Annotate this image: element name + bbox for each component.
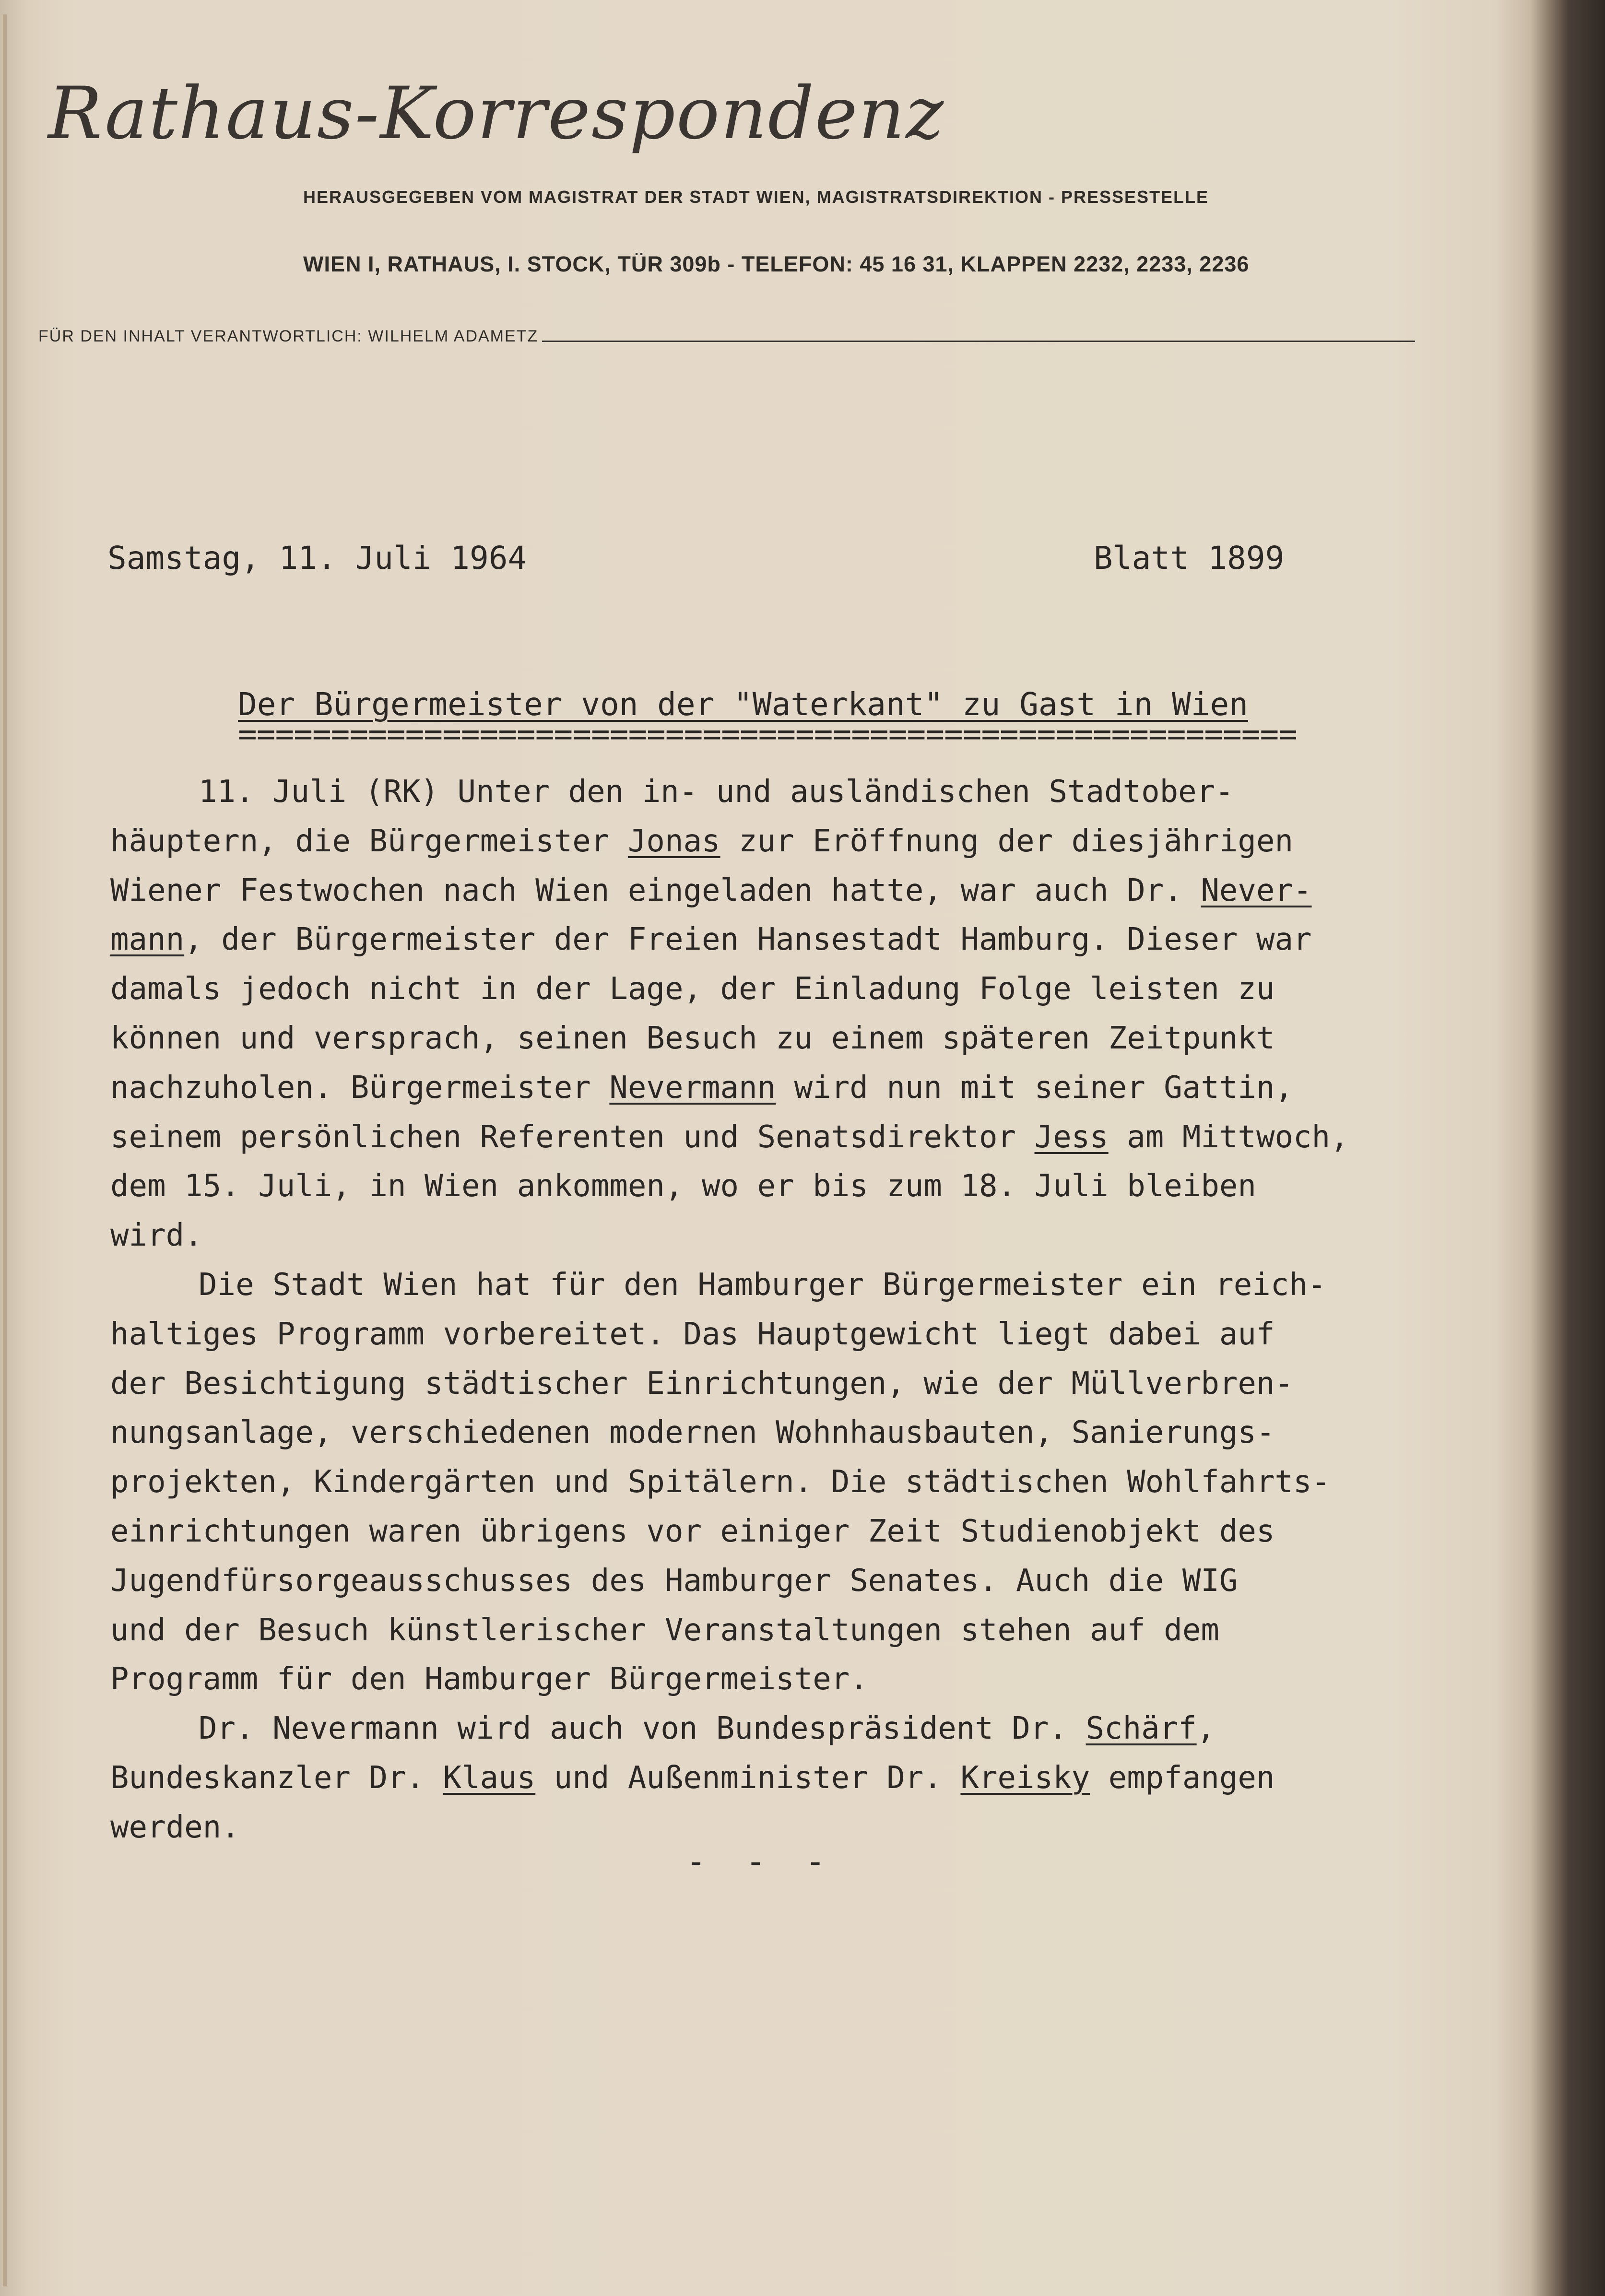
- body-line: [110, 1606, 1453, 1655]
- masthead-title: Rathaus-Korrespondenz: [48, 72, 945, 155]
- body-line: [110, 1211, 1453, 1260]
- body-text-segment: Jugendfürsorgeausschusses des Hamburger Senates. Auch die WIG: [110, 1563, 1238, 1599]
- underlined-name: Klaus: [443, 1760, 536, 1796]
- body-text-segment: dem 15. Juli, in Wien ankommen, wo er bis zum 18. Juli bleiben: [110, 1168, 1256, 1204]
- body-text-segment: empfangen: [1090, 1760, 1275, 1796]
- body-line: [110, 1310, 1453, 1359]
- body-text-segment: projekten, Kindergärten und Spitälern. Die städtischen Wohlfahrts-: [110, 1464, 1331, 1500]
- body-text-segment: Wiener Festwochen nach Wien eingeladen hatte, war auch Dr.: [110, 872, 1201, 908]
- body-text-segment: Dr. Nevermann wird auch von Bundespräsident Dr.: [199, 1711, 1086, 1747]
- body-text-segment: nungsanlage, verschiedenen modernen Wohnhausbauten, Sanierungs-: [110, 1415, 1275, 1451]
- body-line: [110, 767, 1453, 817]
- body-line: [110, 1655, 1453, 1704]
- body-line: [110, 866, 1453, 916]
- underlined-name: Never-: [1201, 872, 1312, 908]
- end-mark: - - -: [686, 1842, 835, 1881]
- page-left-edge: [3, 14, 7, 2286]
- body-text-segment: können und versprach, seinen Besuch zu einem späteren Zeitpunkt: [110, 1020, 1275, 1056]
- body-line: [110, 1754, 1453, 1803]
- issue-date: Samstag, 11. Juli 1964: [107, 540, 527, 577]
- header-rule: [542, 341, 1415, 342]
- body-line: [110, 1704, 1453, 1754]
- underlined-name: Kreisky: [960, 1760, 1090, 1796]
- body-text-segment: zur Eröffnung der diesjährigen: [720, 823, 1293, 859]
- body-text-segment: werden.: [110, 1809, 240, 1845]
- body-text-segment: Die Stadt Wien hat für den Hamburger Bürgermeister ein reich-: [199, 1267, 1326, 1303]
- body-text-segment: der Besichtigung städtischer Einrichtungen, wie der Müllverbren-: [110, 1366, 1293, 1401]
- body-text-segment: und Außenminister Dr.: [535, 1760, 961, 1796]
- address-line: WIEN I, RATHAUS, I. STOCK, TÜR 309b - TELEFON: 45 16 31, KLAPPEN 2232, 2233, 2236: [303, 252, 1250, 276]
- underlined-name: mann: [110, 922, 185, 958]
- body-line: [110, 965, 1453, 1014]
- body-text-segment: nachzuholen. Bürgermeister: [110, 1070, 610, 1106]
- body-text-segment: seinem persönlichen Referenten und Senatsdirektor: [110, 1119, 1035, 1155]
- sheet-number: Blatt 1899: [1094, 540, 1285, 577]
- body-line: [110, 1014, 1453, 1063]
- body-text-segment: Bundeskanzler Dr.: [110, 1760, 443, 1796]
- underlined-name: Schärf: [1086, 1711, 1197, 1747]
- body-text-segment: am Mittwoch,: [1108, 1119, 1349, 1155]
- body-text-segment: ,: [1196, 1711, 1216, 1747]
- article-headline: Der Bürgermeister von der "Waterkant" zu Gast in Wien: [238, 686, 1248, 723]
- responsible-row: [38, 327, 1415, 346]
- body-line: [110, 1063, 1453, 1113]
- underlined-name: Jonas: [627, 823, 720, 859]
- body-line: [110, 1507, 1453, 1556]
- article-body: [110, 767, 1453, 1852]
- body-text-segment: häuptern, die Bürgermeister: [110, 823, 628, 859]
- body-text-segment: wird.: [110, 1218, 203, 1254]
- body-text-segment: einrichtungen waren übrigens vor einiger Zeit Studienobjekt des: [110, 1513, 1275, 1549]
- body-text-segment: wird nun mit seiner Gattin,: [776, 1070, 1293, 1106]
- body-text-segment: damals jedoch nicht in der Lage, der Einladung Folge leisten zu: [110, 971, 1275, 1007]
- body-line: [110, 1556, 1453, 1606]
- body-line: [110, 1458, 1453, 1507]
- body-line: [110, 817, 1453, 866]
- body-text-segment: 11. Juli (RK) Unter den in- und ausländischen Stadtober-: [199, 774, 1234, 810]
- body-line: [110, 1162, 1453, 1211]
- underlined-name: Jess: [1034, 1119, 1109, 1155]
- body-text-segment: Programm für den Hamburger Bürgermeister.: [110, 1661, 868, 1697]
- body-line: [110, 1260, 1453, 1310]
- body-text-segment: haltiges Programm vorbereitet. Das Hauptgewicht liegt dabei auf: [110, 1316, 1275, 1352]
- body-line: [110, 1113, 1453, 1162]
- body-line: [110, 1359, 1453, 1409]
- publisher-line: HERAUSGEGEBEN VOM MAGISTRAT DER STADT WIEN, MAGISTRATSDIREKTION - PRESSESTELLE: [303, 187, 1209, 207]
- body-line: [110, 1408, 1453, 1458]
- underlined-name: Nevermann: [609, 1070, 776, 1106]
- headline-double-rule: =========================================================: [238, 716, 1297, 753]
- body-text-segment: und der Besuch künstlerischer Veranstaltungen stehen auf dem: [110, 1612, 1219, 1648]
- body-line: [110, 915, 1453, 965]
- responsible-editor: FÜR DEN INHALT VERANTWORTLICH: WILHELM ADAMETZ: [38, 327, 539, 345]
- body-text-segment: , der Bürgermeister der Freien Hansestadt Hamburg. Dieser war: [184, 922, 1312, 958]
